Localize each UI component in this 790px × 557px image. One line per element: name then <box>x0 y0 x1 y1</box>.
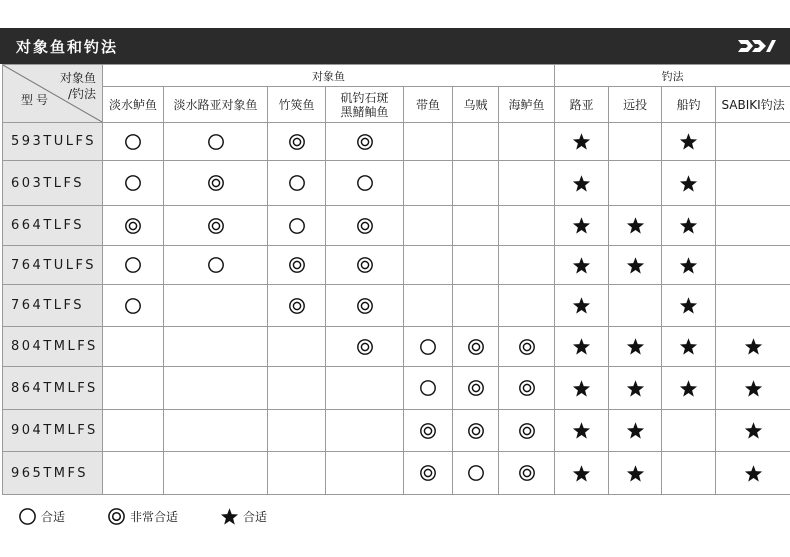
column-header-label: 淡水路亚对象鱼 <box>173 97 258 112</box>
star-icon <box>679 256 698 275</box>
double-circle-icon <box>419 464 437 482</box>
column-header-fish <box>453 87 499 123</box>
rating-cell <box>326 246 404 285</box>
rating-cell <box>326 161 404 206</box>
circle-icon <box>124 256 142 274</box>
double-circle-icon <box>207 217 225 235</box>
double-circle-icon <box>518 464 536 482</box>
rating-cell <box>499 327 555 367</box>
model-cell: 864TMLFS <box>3 367 103 410</box>
rating-cell <box>326 367 404 410</box>
legend-item <box>18 507 65 526</box>
double-circle-icon <box>124 217 142 235</box>
rating-cell <box>662 285 716 327</box>
model-cell: 965TMFS <box>3 452 103 495</box>
rating-cell <box>326 327 404 367</box>
double-circle-icon <box>356 338 374 356</box>
rating-cell <box>499 246 555 285</box>
circle-icon <box>467 464 485 482</box>
circle-icon <box>288 217 306 235</box>
rating-cell <box>268 410 326 452</box>
rating-cell <box>716 452 790 495</box>
column-header-label-line2: 黑鯺鲉鱼 <box>340 104 389 119</box>
rating-cell <box>404 123 453 161</box>
rating-cell <box>404 285 453 327</box>
rating-cell <box>103 367 164 410</box>
model-cell: 593TULFS <box>3 123 103 161</box>
rating-cell <box>555 285 609 327</box>
star-icon <box>572 132 591 151</box>
double-circle-icon <box>419 422 437 440</box>
rating-cell <box>555 452 609 495</box>
rating-cell <box>404 367 453 410</box>
rating-cell <box>609 367 662 410</box>
rating-cell <box>164 452 268 495</box>
double-circle-icon <box>356 256 374 274</box>
rating-cell <box>103 327 164 367</box>
rating-cell <box>326 410 404 452</box>
column-header-label: 海鲈鱼 <box>508 97 545 112</box>
model-cell: 764TULFS <box>3 246 103 285</box>
star-icon <box>679 379 698 398</box>
table-row <box>3 206 790 246</box>
rating-cell <box>453 452 499 495</box>
corner-model-label: 型号 <box>21 93 52 107</box>
rating-cell <box>716 161 790 206</box>
rating-cell <box>499 452 555 495</box>
double-circle-icon <box>467 422 485 440</box>
column-header-fish <box>268 87 326 123</box>
rating-cell <box>453 246 499 285</box>
rating-cell <box>662 123 716 161</box>
rating-cell <box>662 206 716 246</box>
daiwa-logo-icon <box>738 38 776 54</box>
rating-cell <box>453 161 499 206</box>
model-cell: 603TLFS <box>3 161 103 206</box>
column-header-label: 矶钓石斑 <box>340 90 389 105</box>
rating-cell <box>103 285 164 327</box>
star-icon <box>744 379 763 398</box>
rating-cell <box>662 410 716 452</box>
star-icon <box>626 379 645 398</box>
rating-cell <box>555 123 609 161</box>
star-icon <box>744 337 763 356</box>
rating-cell <box>103 246 164 285</box>
rating-cell <box>662 246 716 285</box>
legend-label: 非常合适 <box>130 509 179 524</box>
corner-method-label: /钓法 <box>67 87 96 101</box>
rating-cell <box>268 452 326 495</box>
double-circle-icon <box>467 338 485 356</box>
rating-cell <box>609 246 662 285</box>
circle-icon <box>356 174 374 192</box>
rating-cell <box>662 327 716 367</box>
rating-cell <box>453 285 499 327</box>
star-icon <box>626 464 645 483</box>
double-circle-icon <box>518 379 536 397</box>
double-circle-icon <box>467 379 485 397</box>
rating-cell <box>103 123 164 161</box>
double-circle-icon <box>518 422 536 440</box>
circle-icon <box>288 174 306 192</box>
rating-cell <box>404 206 453 246</box>
rating-cell <box>555 161 609 206</box>
rating-cell <box>662 452 716 495</box>
corner-target-label: 对象鱼 <box>59 71 96 85</box>
column-header-fish <box>103 87 164 123</box>
circle-icon <box>18 507 37 526</box>
rating-cell <box>404 410 453 452</box>
double-circle-icon <box>356 297 374 315</box>
rating-cell <box>164 123 268 161</box>
rating-cell <box>326 452 404 495</box>
rating-cell <box>499 123 555 161</box>
star-icon <box>679 296 698 315</box>
rating-cell <box>103 206 164 246</box>
rating-cell <box>555 246 609 285</box>
rating-cell <box>609 206 662 246</box>
star-icon <box>626 421 645 440</box>
star-icon <box>572 337 591 356</box>
rating-cell <box>555 367 609 410</box>
star-icon <box>572 216 591 235</box>
table-row <box>3 452 790 495</box>
table-row <box>3 410 790 452</box>
rating-cell <box>716 285 790 327</box>
rating-cell <box>268 161 326 206</box>
double-circle-icon <box>288 133 306 151</box>
table-row <box>3 285 790 327</box>
column-header-fish <box>326 87 404 123</box>
rating-cell <box>609 452 662 495</box>
column-header-method: SABIKI钓法 <box>716 87 790 123</box>
rating-cell <box>326 285 404 327</box>
rating-cell <box>103 452 164 495</box>
star-icon <box>572 379 591 398</box>
column-header-fish <box>404 87 453 123</box>
legend-label: 合适 <box>243 509 268 524</box>
legend <box>18 505 309 527</box>
rating-cell <box>499 367 555 410</box>
star-icon <box>626 337 645 356</box>
double-circle-icon <box>356 133 374 151</box>
circle-icon <box>124 133 142 151</box>
star-icon <box>744 421 763 440</box>
star-icon <box>679 174 698 193</box>
star-icon <box>626 216 645 235</box>
rating-cell <box>164 206 268 246</box>
model-cell: 664TLFS <box>3 206 103 246</box>
star-icon <box>572 174 591 193</box>
circle-icon <box>124 174 142 192</box>
rating-cell <box>164 367 268 410</box>
star-icon <box>744 464 763 483</box>
rating-cell <box>164 327 268 367</box>
rating-cell <box>453 367 499 410</box>
rating-cell <box>326 206 404 246</box>
rating-cell <box>268 327 326 367</box>
rating-cell <box>499 161 555 206</box>
double-circle-icon <box>107 507 126 526</box>
rating-cell <box>716 410 790 452</box>
rating-cell <box>662 161 716 206</box>
double-circle-icon <box>518 338 536 356</box>
rating-cell <box>164 410 268 452</box>
rating-cell <box>103 161 164 206</box>
column-header-fish <box>164 87 268 123</box>
rating-cell <box>404 161 453 206</box>
rating-cell <box>716 123 790 161</box>
title-bar <box>0 28 790 64</box>
table-row <box>3 327 790 367</box>
column-header-label: 淡水鲈鱼 <box>108 97 157 112</box>
double-circle-icon <box>288 256 306 274</box>
rating-cell <box>499 206 555 246</box>
star-icon <box>220 507 239 526</box>
rating-cell <box>555 410 609 452</box>
rating-cell <box>164 285 268 327</box>
circle-icon <box>207 256 225 274</box>
rating-cell <box>716 206 790 246</box>
rating-cell <box>499 410 555 452</box>
star-icon <box>679 216 698 235</box>
table-row <box>3 367 790 410</box>
rating-cell <box>404 246 453 285</box>
table-row <box>3 246 790 285</box>
group-header-methods: 钓法 <box>555 65 790 87</box>
legend-item <box>220 507 267 526</box>
column-header-label: 乌贼 <box>463 97 488 112</box>
rating-cell <box>453 206 499 246</box>
rating-cell <box>453 123 499 161</box>
rating-cell <box>164 246 268 285</box>
column-header-fish <box>499 87 555 123</box>
fish-method-table <box>2 64 790 495</box>
rating-cell <box>609 327 662 367</box>
rating-cell <box>662 367 716 410</box>
rating-cell <box>716 367 790 410</box>
circle-icon <box>124 297 142 315</box>
rating-cell <box>164 161 268 206</box>
rating-cell <box>499 285 555 327</box>
column-header-method: 远投 <box>609 87 662 123</box>
rating-cell <box>609 410 662 452</box>
rating-cell <box>268 367 326 410</box>
table-row <box>3 123 790 161</box>
model-cell: 764TLFS <box>3 285 103 327</box>
model-cell: 904TMLFS <box>3 410 103 452</box>
rating-cell <box>268 206 326 246</box>
rating-cell <box>268 123 326 161</box>
model-cell: 804TMLFS <box>3 327 103 367</box>
column-header-label: 竹筴鱼 <box>278 97 315 112</box>
star-icon <box>626 256 645 275</box>
legend-label: 合适 <box>41 509 66 524</box>
star-icon <box>572 296 591 315</box>
group-header-fish: 对象鱼 <box>103 65 555 87</box>
rating-cell <box>609 285 662 327</box>
rating-cell <box>453 327 499 367</box>
rating-cell <box>404 327 453 367</box>
rating-cell <box>268 285 326 327</box>
star-icon <box>679 337 698 356</box>
corner-header <box>3 65 103 123</box>
rating-cell <box>609 161 662 206</box>
column-header-method: 船钓 <box>662 87 716 123</box>
circle-icon <box>419 338 437 356</box>
column-header-label: 带鱼 <box>415 97 440 112</box>
rating-cell <box>609 123 662 161</box>
circle-icon <box>207 133 225 151</box>
rating-cell <box>555 327 609 367</box>
double-circle-icon <box>207 174 225 192</box>
rating-cell <box>268 246 326 285</box>
rating-cell <box>716 327 790 367</box>
column-header-method: 路亚 <box>555 87 609 123</box>
star-icon <box>572 464 591 483</box>
legend-item <box>107 507 178 526</box>
star-icon <box>572 256 591 275</box>
rating-cell <box>326 123 404 161</box>
star-icon <box>679 132 698 151</box>
circle-icon <box>419 379 437 397</box>
rating-cell <box>716 246 790 285</box>
double-circle-icon <box>356 217 374 235</box>
page-title: 对象鱼和钓法 <box>16 37 119 56</box>
rating-cell <box>103 410 164 452</box>
rating-cell <box>404 452 453 495</box>
star-icon <box>572 421 591 440</box>
double-circle-icon <box>288 297 306 315</box>
rating-cell <box>453 410 499 452</box>
rating-cell <box>555 206 609 246</box>
table-row <box>3 161 790 206</box>
